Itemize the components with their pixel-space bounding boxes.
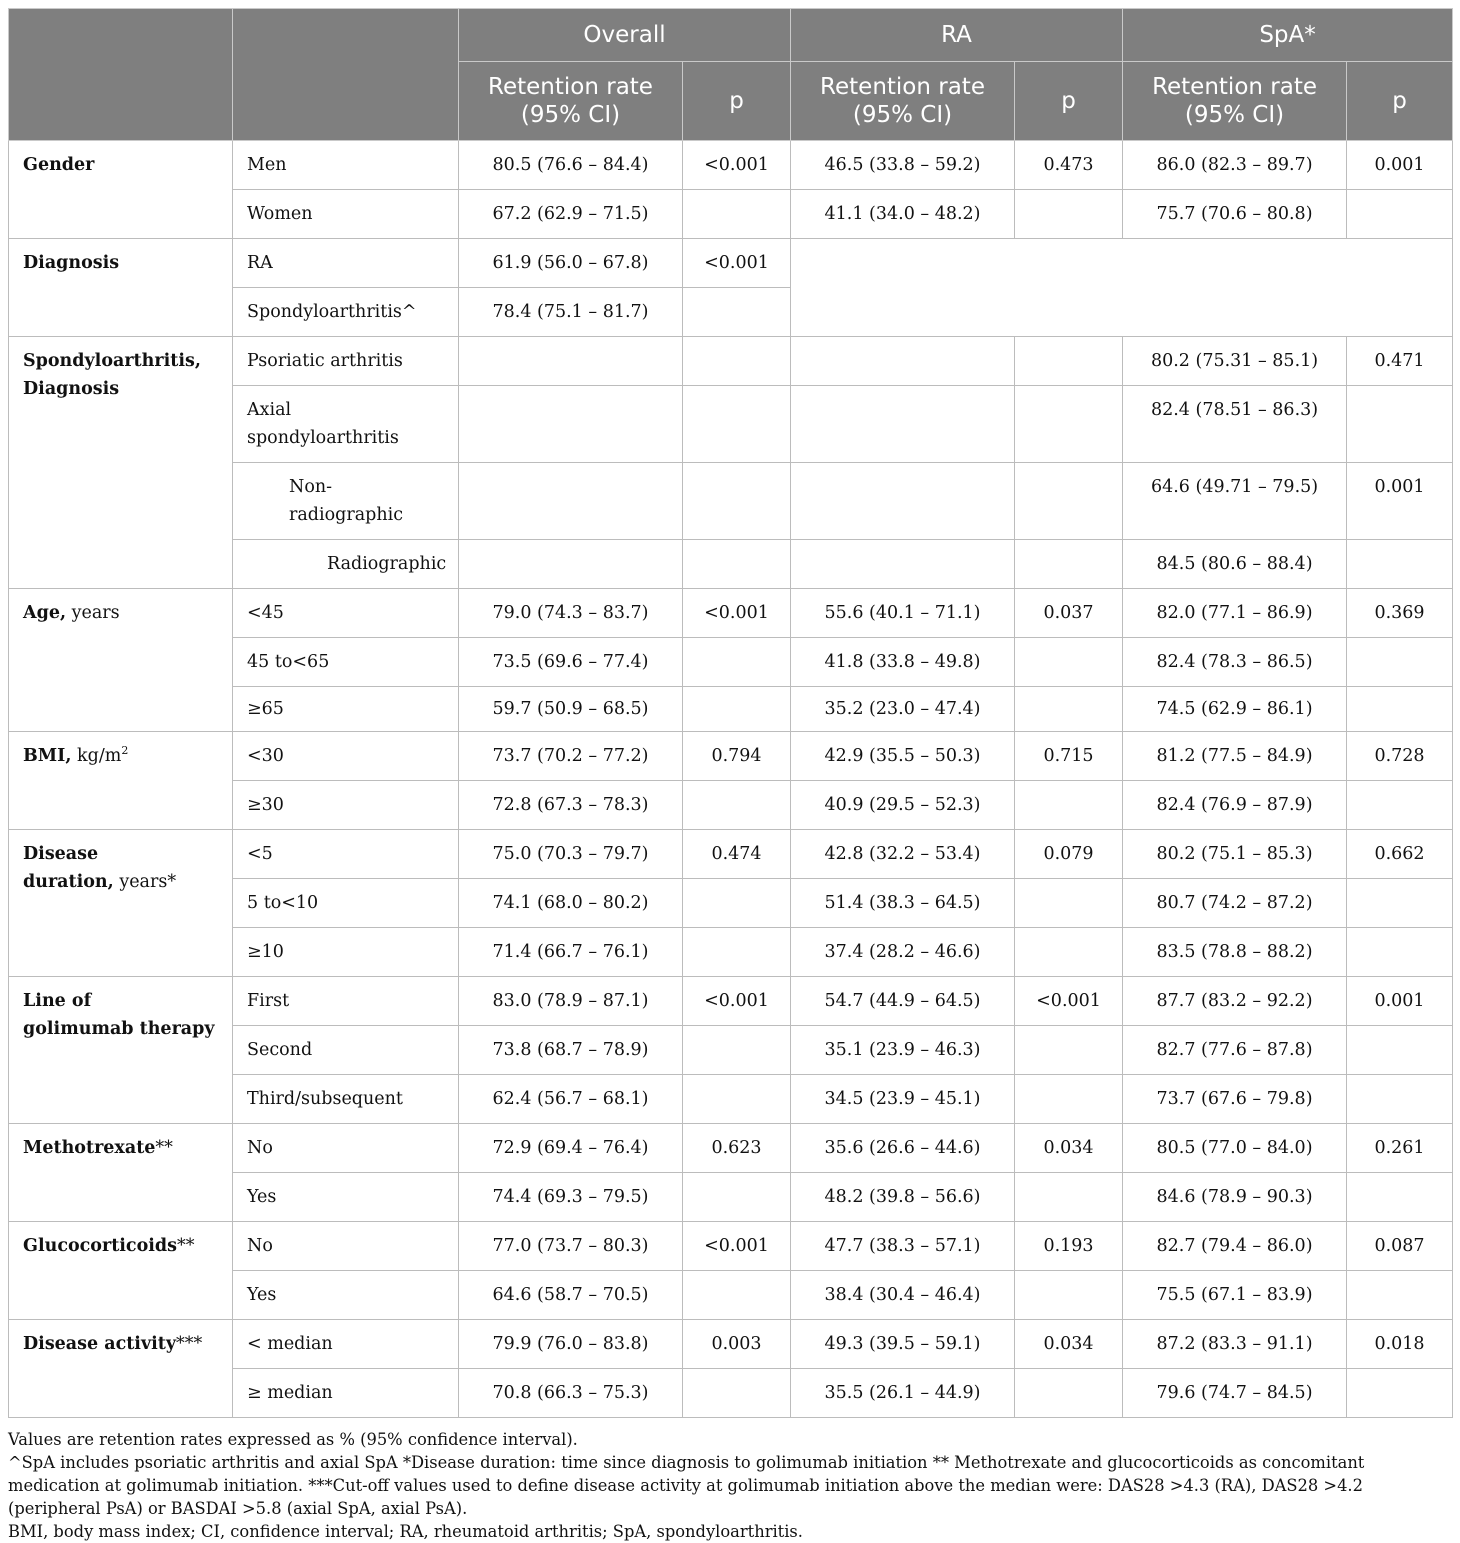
overall-p-cell: <0.001: [683, 1222, 791, 1271]
footnote: Values are retention rates expressed as % (95% confidence interval).: [8, 1430, 578, 1449]
overall-rate-cell: [459, 463, 683, 540]
overall-p-cell: 0.474: [683, 830, 791, 879]
table-body: [9, 141, 1453, 1418]
subgroup-cell: Spondyloarthritis^: [233, 288, 459, 337]
spa-p-cell: [1347, 928, 1453, 977]
subgroup-cell: 5 to<10: [233, 879, 459, 928]
overall-p-cell: [683, 687, 791, 732]
ra-p-cell: [1015, 463, 1123, 540]
ra-rate-cell: 51.4 (38.3 – 64.5): [791, 879, 1015, 928]
spa-p-cell: [1347, 879, 1453, 928]
ra-p-cell: [1015, 337, 1123, 386]
overall-p-cell: [683, 781, 791, 830]
spa-p-cell: [1347, 1271, 1453, 1320]
spa-rate-cell: 80.2 (75.1 – 85.3): [1123, 830, 1347, 879]
ra-p-cell: 0.079: [1015, 830, 1123, 879]
overall-p-cell: <0.001: [683, 589, 791, 638]
spa-p-cell: [1347, 1075, 1453, 1124]
spa-p-cell: [1347, 1369, 1453, 1418]
overall-p-cell: [683, 1075, 791, 1124]
ra-p-cell: [1015, 190, 1123, 239]
table-row: [9, 977, 1453, 1026]
ra-p-cell: [1015, 1173, 1123, 1222]
ra-p-cell: [1015, 687, 1123, 732]
spa-p-cell: [1347, 781, 1453, 830]
ra-rate-cell: [791, 540, 1015, 589]
spa-p-cell: [1347, 1173, 1453, 1222]
header-retention-rate: Retention rate (95% CI): [1123, 62, 1347, 141]
spa-rate-cell: 87.2 (83.3 – 91.1): [1123, 1320, 1347, 1369]
overall-rate-cell: [459, 386, 683, 463]
header-group-spa: SpA*: [1123, 9, 1453, 62]
overall-rate-cell: 75.0 (70.3 – 79.7): [459, 830, 683, 879]
overall-rate-cell: 62.4 (56.7 – 68.1): [459, 1075, 683, 1124]
table-row: [9, 1124, 1453, 1173]
spa-rate-cell: 80.7 (74.2 – 87.2): [1123, 879, 1347, 928]
ra-rate-cell: 35.5 (26.1 – 44.9): [791, 1369, 1015, 1418]
spa-rate-cell: 64.6 (49.71 – 79.5): [1123, 463, 1347, 540]
ra-rate-cell: 41.8 (33.8 – 49.8): [791, 638, 1015, 687]
overall-p-cell: [683, 928, 791, 977]
table-row: [9, 589, 1453, 638]
overall-p-cell: <0.001: [683, 977, 791, 1026]
subgroup-cell: Psoriatic arthritis: [233, 337, 459, 386]
ra-rate-cell: 35.6 (26.6 – 44.6): [791, 1124, 1015, 1173]
spa-rate-cell: 81.2 (77.5 – 84.9): [1123, 732, 1347, 781]
overall-rate-cell: [459, 337, 683, 386]
ra-rate-cell: 35.1 (23.9 – 46.3): [791, 1026, 1015, 1075]
subgroup-cell: No: [233, 1124, 459, 1173]
overall-rate-cell: 73.7 (70.2 – 77.2): [459, 732, 683, 781]
overall-rate-cell: 70.8 (66.3 – 75.3): [459, 1369, 683, 1418]
table-row: [9, 337, 1453, 386]
spa-p-cell: 0.728: [1347, 732, 1453, 781]
ra-rate-cell: 41.1 (34.0 – 48.2): [791, 190, 1015, 239]
table-row: [9, 1222, 1453, 1271]
spa-rate-cell: 87.7 (83.2 – 92.2): [1123, 977, 1347, 1026]
overall-p-cell: [683, 1271, 791, 1320]
overall-p-cell: 0.003: [683, 1320, 791, 1369]
overall-rate-cell: 71.4 (66.7 – 76.1): [459, 928, 683, 977]
overall-p-cell: [683, 337, 791, 386]
spa-rate-cell: 73.7 (67.6 – 79.8): [1123, 1075, 1347, 1124]
header-p: p: [683, 62, 791, 141]
spa-rate-cell: 82.4 (78.51 – 86.3): [1123, 386, 1347, 463]
ra-rate-cell: 37.4 (28.2 – 46.6): [791, 928, 1015, 977]
subgroup-cell: First: [233, 977, 459, 1026]
retention-table-container: [8, 8, 1452, 1543]
category-cell: Glucocorticoids**: [9, 1222, 233, 1320]
subgroup-cell: Axial spondyloarthritis: [233, 386, 459, 463]
overall-rate-cell: [459, 540, 683, 589]
spa-rate-cell: 80.2 (75.31 – 85.1): [1123, 337, 1347, 386]
spa-p-cell: [1347, 190, 1453, 239]
header-group-ra: RA: [791, 9, 1123, 62]
ra-rate-cell: 40.9 (29.5 – 52.3): [791, 781, 1015, 830]
overall-rate-cell: 78.4 (75.1 – 81.7): [459, 288, 683, 337]
subgroup-cell: Yes: [233, 1173, 459, 1222]
spa-p-cell: 0.001: [1347, 141, 1453, 190]
subgroup-cell: <5: [233, 830, 459, 879]
ra-rate-cell: 48.2 (39.8 – 56.6): [791, 1173, 1015, 1222]
spa-p-cell: 0.261: [1347, 1124, 1453, 1173]
spa-p-cell: [1347, 638, 1453, 687]
footnote: BMI, body mass index; CI, confidence interval; RA, rheumatoid arthritis; SpA, spondyloarthritis.: [8, 1522, 803, 1541]
overall-rate-cell: 79.0 (74.3 – 83.7): [459, 589, 683, 638]
overall-rate-cell: 72.9 (69.4 – 76.4): [459, 1124, 683, 1173]
header-p: p: [1015, 62, 1123, 141]
ra-p-cell: 0.715: [1015, 732, 1123, 781]
subgroup-cell: ≥ median: [233, 1369, 459, 1418]
header-retention-rate: Retention rate (95% CI): [459, 62, 683, 141]
category-cell: Diagnosis: [9, 239, 233, 337]
subgroup-cell: ≥10: [233, 928, 459, 977]
subgroup-cell: < median: [233, 1320, 459, 1369]
ra-rate-cell: 38.4 (30.4 – 46.4): [791, 1271, 1015, 1320]
ra-p-cell: 0.034: [1015, 1124, 1123, 1173]
spa-rate-cell: 79.6 (74.7 – 84.5): [1123, 1369, 1347, 1418]
subgroup-cell: Yes: [233, 1271, 459, 1320]
overall-p-cell: [683, 638, 791, 687]
overall-rate-cell: 77.0 (73.7 – 80.3): [459, 1222, 683, 1271]
spa-p-cell: [1347, 540, 1453, 589]
overall-rate-cell: 67.2 (62.9 – 71.5): [459, 190, 683, 239]
spa-rate-cell: 82.4 (78.3 – 86.5): [1123, 638, 1347, 687]
ra-p-cell: [1015, 540, 1123, 589]
ra-p-cell: 0.193: [1015, 1222, 1123, 1271]
category-cell: Age, years: [9, 589, 233, 732]
spa-p-cell: 0.369: [1347, 589, 1453, 638]
table-row: [9, 239, 1453, 288]
ra-p-cell: [1015, 638, 1123, 687]
spa-rate-cell: 75.7 (70.6 – 80.8): [1123, 190, 1347, 239]
table-header: [9, 9, 1453, 141]
spa-p-cell: [1347, 687, 1453, 732]
table-row: [9, 141, 1453, 190]
ra-p-cell: [1015, 1271, 1123, 1320]
ra-rate-cell: 46.5 (33.8 – 59.2): [791, 141, 1015, 190]
ra-p-cell: [1015, 386, 1123, 463]
ra-rate-cell: [791, 463, 1015, 540]
overall-p-cell: [683, 540, 791, 589]
category-cell: Disease duration, years*: [9, 830, 233, 977]
spa-rate-cell: 86.0 (82.3 – 89.7): [1123, 141, 1347, 190]
header-p: p: [1347, 62, 1453, 141]
ra-p-cell: 0.473: [1015, 141, 1123, 190]
overall-p-cell: [683, 1026, 791, 1075]
overall-rate-cell: 74.1 (68.0 – 80.2): [459, 879, 683, 928]
spa-p-cell: [1347, 1026, 1453, 1075]
category-cell: Spondyloarthritis, Diagnosis: [9, 337, 233, 589]
overall-rate-cell: 73.8 (68.7 – 78.9): [459, 1026, 683, 1075]
category-cell: BMI, $kg/m^2$: [9, 732, 233, 830]
overall-rate-cell: 79.9 (76.0 – 83.8): [459, 1320, 683, 1369]
empty-merged-cell: [791, 239, 1453, 337]
ra-rate-cell: 47.7 (38.3 – 57.1): [791, 1222, 1015, 1271]
spa-rate-cell: 84.6 (78.9 – 90.3): [1123, 1173, 1347, 1222]
spa-p-cell: 0.001: [1347, 463, 1453, 540]
table-row: [9, 830, 1453, 879]
subgroup-cell: Non-radiographic: [233, 463, 459, 540]
category-cell: Methotrexate**: [9, 1124, 233, 1222]
ra-p-cell: [1015, 1026, 1123, 1075]
overall-rate-cell: 73.5 (69.6 – 77.4): [459, 638, 683, 687]
category-cell: Line of golimumab therapy: [9, 977, 233, 1124]
header-blank-subgroup: [233, 9, 459, 141]
spa-rate-cell: 82.4 (76.9 – 87.9): [1123, 781, 1347, 830]
spa-p-cell: 0.087: [1347, 1222, 1453, 1271]
header-group-overall: Overall: [459, 9, 791, 62]
subgroup-cell: <45: [233, 589, 459, 638]
ra-rate-cell: 35.2 (23.0 – 47.4): [791, 687, 1015, 732]
ra-p-cell: 0.034: [1015, 1320, 1123, 1369]
spa-p-cell: 0.662: [1347, 830, 1453, 879]
ra-p-cell: <0.001: [1015, 977, 1123, 1026]
spa-p-cell: [1347, 386, 1453, 463]
ra-p-cell: 0.037: [1015, 589, 1123, 638]
subgroup-cell: No: [233, 1222, 459, 1271]
ra-p-cell: [1015, 879, 1123, 928]
overall-p-cell: [683, 190, 791, 239]
overall-p-cell: [683, 386, 791, 463]
overall-p-cell: [683, 1369, 791, 1418]
subgroup-cell: Men: [233, 141, 459, 190]
table-footnotes: [8, 1428, 1454, 1543]
ra-p-cell: [1015, 928, 1123, 977]
retention-table: [8, 8, 1453, 1418]
overall-rate-cell: 80.5 (76.6 – 84.4): [459, 141, 683, 190]
overall-rate-cell: 59.7 (50.9 – 68.5): [459, 687, 683, 732]
spa-rate-cell: 82.7 (77.6 – 87.8): [1123, 1026, 1347, 1075]
spa-rate-cell: 84.5 (80.6 – 88.4): [1123, 540, 1347, 589]
ra-rate-cell: 49.3 (39.5 – 59.1): [791, 1320, 1015, 1369]
spa-rate-cell: 80.5 (77.0 – 84.0): [1123, 1124, 1347, 1173]
spa-p-cell: 0.001: [1347, 977, 1453, 1026]
subgroup-cell: Radiographic: [233, 540, 459, 589]
ra-rate-cell: 54.7 (44.9 – 64.5): [791, 977, 1015, 1026]
table-row: [9, 732, 1453, 781]
header-blank-category: [9, 9, 233, 141]
spa-rate-cell: 83.5 (78.8 – 88.2): [1123, 928, 1347, 977]
ra-p-cell: [1015, 781, 1123, 830]
spa-p-cell: 0.471: [1347, 337, 1453, 386]
header-retention-rate: Retention rate (95% CI): [791, 62, 1015, 141]
subgroup-cell: Second: [233, 1026, 459, 1075]
spa-rate-cell: 82.0 (77.1 – 86.9): [1123, 589, 1347, 638]
subgroup-cell: 45 to<65: [233, 638, 459, 687]
table-row: [9, 1320, 1453, 1369]
overall-rate-cell: 64.6 (58.7 – 70.5): [459, 1271, 683, 1320]
overall-p-cell: [683, 1173, 791, 1222]
overall-p-cell: <0.001: [683, 239, 791, 288]
overall-p-cell: 0.794: [683, 732, 791, 781]
overall-p-cell: [683, 463, 791, 540]
subgroup-cell: Third/subsequent: [233, 1075, 459, 1124]
spa-rate-cell: 75.5 (67.1 – 83.9): [1123, 1271, 1347, 1320]
overall-rate-cell: 72.8 (67.3 – 78.3): [459, 781, 683, 830]
footnote: ^SpA includes psoriatic arthritis and axial SpA *Disease duration: time since diagnosis to golimumab initiation ** Methotrexate and glucocorticoids as concomitant medication at golimumab initiation. ***Cut-off values used to define disease activity at golimumab initiation above the median were: DAS28 >4.3 (RA), DAS28 >4.2 (peripheral PsA) or BASDAI >5.8 (axial SpA, axial PsA).: [8, 1453, 1365, 1518]
spa-rate-cell: 74.5 (62.9 – 86.1): [1123, 687, 1347, 732]
category-cell: Gender: [9, 141, 233, 239]
overall-rate-cell: 83.0 (78.9 – 87.1): [459, 977, 683, 1026]
overall-p-cell: [683, 288, 791, 337]
spa-rate-cell: 82.7 (79.4 – 86.0): [1123, 1222, 1347, 1271]
overall-rate-cell: 74.4 (69.3 – 79.5): [459, 1173, 683, 1222]
ra-rate-cell: [791, 337, 1015, 386]
ra-rate-cell: 42.9 (35.5 – 50.3): [791, 732, 1015, 781]
ra-rate-cell: 55.6 (40.1 – 71.1): [791, 589, 1015, 638]
subgroup-cell: <30: [233, 732, 459, 781]
subgroup-cell: Women: [233, 190, 459, 239]
ra-rate-cell: 42.8 (32.2 – 53.4): [791, 830, 1015, 879]
category-cell: Disease activity***: [9, 1320, 233, 1418]
overall-p-cell: <0.001: [683, 141, 791, 190]
subgroup-cell: ≥30: [233, 781, 459, 830]
spa-p-cell: 0.018: [1347, 1320, 1453, 1369]
ra-rate-cell: 34.5 (23.9 – 45.1): [791, 1075, 1015, 1124]
subgroup-cell: ≥65: [233, 687, 459, 732]
overall-p-cell: [683, 879, 791, 928]
ra-p-cell: [1015, 1369, 1123, 1418]
overall-rate-cell: 61.9 (56.0 – 67.8): [459, 239, 683, 288]
ra-p-cell: [1015, 1075, 1123, 1124]
overall-p-cell: 0.623: [683, 1124, 791, 1173]
subgroup-cell: RA: [233, 239, 459, 288]
ra-rate-cell: [791, 386, 1015, 463]
